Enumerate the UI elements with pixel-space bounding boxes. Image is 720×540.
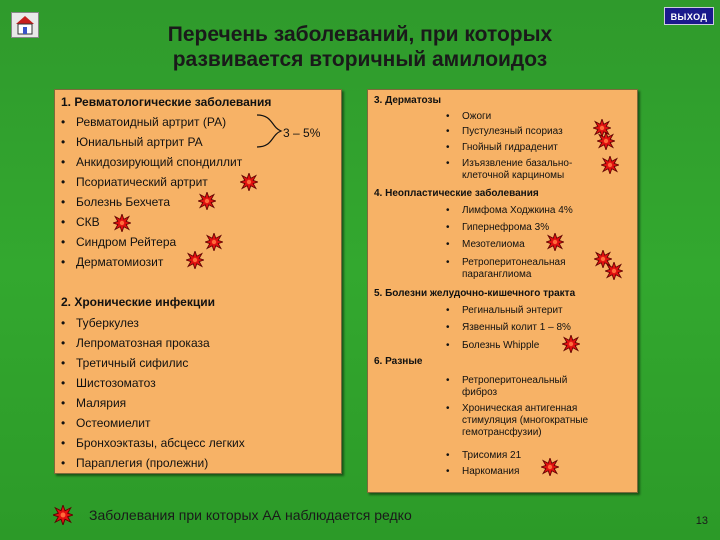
section-heading-infections: 2. Хронические инфекции xyxy=(61,295,215,309)
section-heading-neoplastic: 4. Неопластические заболевания xyxy=(374,188,539,199)
section-heading-rheumatologic: 1. Ревматологические заболевания xyxy=(61,95,272,109)
brace-icon xyxy=(255,112,285,150)
page-title xyxy=(60,22,660,72)
red-star-marker-icon xyxy=(562,335,580,353)
red-star-marker-icon xyxy=(205,233,223,251)
section-heading-other: 6. Разные xyxy=(374,356,423,367)
title-line-2: развивается вторичный амилоидоз xyxy=(172,48,548,71)
red-star-marker-icon xyxy=(541,458,559,476)
red-star-marker-icon xyxy=(546,233,564,251)
right-panel: 3. Дерматозы • Ожоги • Пустулезный псориаз • Гнойный гидраденит • Изъязвление базально- клеточной карциномы 4. Неопластические заболевания • Лимфома Ходжкина 4% • Гипернефрома 3% • Мезотелиома • Ретроперитонеальная параганглиома 5. Болезни желудочно-кишечного тракта • Регинальный энтерит • Язвенный колит 1 – 8% • Болезнь Whipple 6. Разные • Ретроперитонеальный фиброз • Хроническая антигенная стимуляция (многократные гемотрансфузии) • Трисомия 21 • Наркомания xyxy=(367,89,638,493)
red-star-marker-icon xyxy=(113,214,131,232)
brace-note: 3 – 5% xyxy=(283,126,321,140)
home-icon xyxy=(14,14,36,36)
red-star-marker-icon xyxy=(605,262,623,280)
page-number: 13 xyxy=(695,515,708,527)
left-panel: 1. Ревматологические заболевания • Ревматоидный артрит (РА) • Юниальный артрит РА • Анкидозирующий спондиллит • Псориатический артрит • Болезнь Бехчета • СКВ • Синдром Рейтера • Дерматомиозит 3 – 5% 2. Хронические инфекции • Туберкулез • Лепроматозная проказа • Третичный сифилис • Шистозоматоз • Малярия • Остеомиелит • Бронхоэктазы, абсцесс легких • Параплегия (пролежни) xyxy=(54,89,342,474)
exit-button[interactable]: ВЫХОД xyxy=(664,7,714,25)
home-button[interactable] xyxy=(11,12,39,38)
legend-text: Заболевания при которых АА наблюдается редко xyxy=(89,507,412,523)
red-star-marker-icon xyxy=(186,251,204,269)
title-line-1: Перечень заболеваний, при которых xyxy=(167,23,553,46)
red-star-marker-icon xyxy=(240,173,258,191)
section-heading-gi: 5. Болезни желудочно-кишечного тракта xyxy=(374,288,576,299)
section-heading-dermatoses: 3. Дерматозы xyxy=(374,95,441,106)
red-star-marker-icon xyxy=(601,156,619,174)
red-star-marker-icon xyxy=(597,132,615,150)
legend-star-icon xyxy=(53,505,73,525)
red-star-marker-icon xyxy=(198,192,216,210)
